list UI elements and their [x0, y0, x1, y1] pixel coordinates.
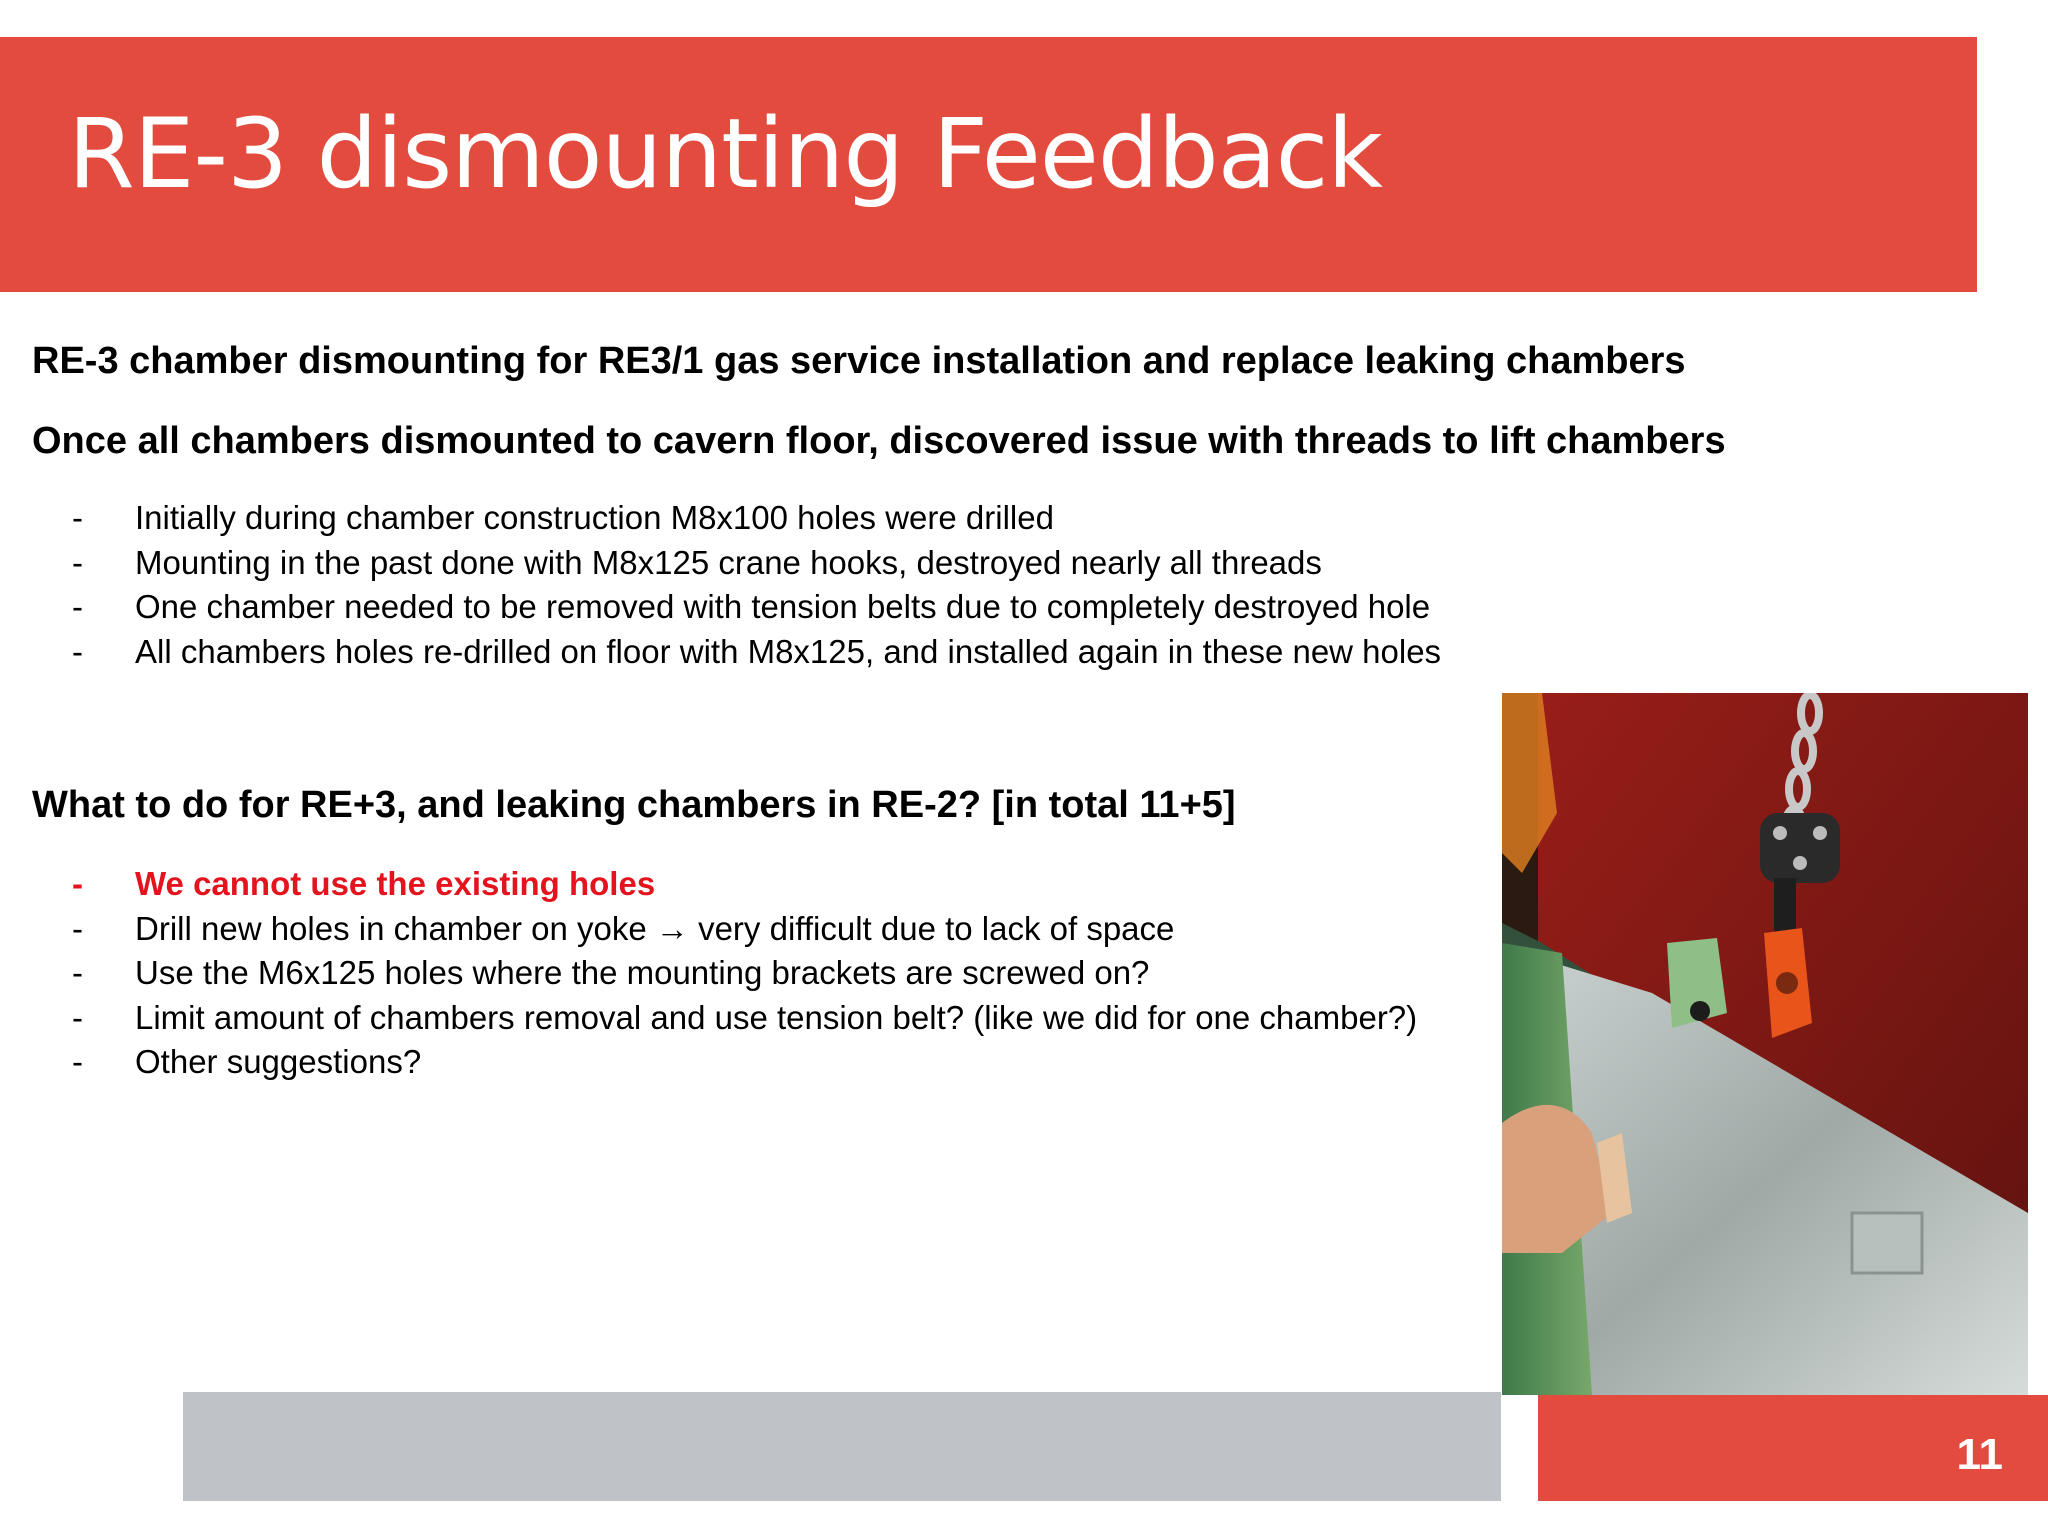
bullet-dash: -: [72, 865, 83, 902]
list-item: [32, 585, 1441, 630]
bullet-dash: -: [72, 1043, 83, 1080]
chamber-photo: [1502, 693, 2028, 1395]
bullet-dash: -: [72, 543, 83, 581]
bullet-dash: -: [72, 954, 83, 991]
list-item-highlight: [32, 862, 1417, 907]
list-item-text: All chambers holes re-drilled on floor with M8x125, and installed again in these new holes: [135, 632, 1442, 670]
list-item: [32, 630, 1441, 675]
list-item: [32, 541, 1441, 586]
slide-title: RE-3 dismounting Feedback: [68, 98, 1382, 210]
list-item-text: Use the M6x125 holes where the mounting brackets are screwed on?: [135, 954, 1150, 991]
list-item-text: Limit amount of chambers removal and use tension belt? (like we did for one chamber?): [135, 998, 1418, 1036]
list-item: [32, 996, 1417, 1041]
list-item: [32, 1040, 1417, 1085]
list-item-text: We cannot use the existing holes: [135, 865, 656, 902]
list-item-text: Mounting in the past done with M8x125 crane hooks, destroyed nearly all threads: [135, 543, 1322, 581]
bullet-dash: -: [72, 499, 83, 536]
bullet-dash: -: [72, 632, 83, 670]
footer-gray-bar: [183, 1392, 1501, 1501]
options-list: [32, 862, 1417, 1085]
list-item: [32, 907, 1417, 952]
list-item: [32, 496, 1441, 541]
chamber-photo-illustration: [1502, 693, 2028, 1395]
thread-issue-list: [32, 496, 1441, 674]
heading-dismounting: RE-3 chamber dismounting for RE3/1 gas service installation and replace leaking chambers: [32, 340, 1686, 382]
heading-thread-issue: Once all chambers dismounted to cavern floor, discovered issue with threads to lift chambers: [32, 420, 1726, 462]
list-item-text: Other suggestions?: [135, 1043, 422, 1080]
list-item-text: Initially during chamber construction M8x100 holes were drilled: [135, 499, 1054, 536]
bullet-dash: -: [72, 588, 83, 625]
list-item-text: One chamber needed to be removed with tension belts due to completely destroyed hole: [135, 588, 1431, 625]
heading-what-to-do: What to do for RE+3, and leaking chambers in RE-2? [in total 11+5]: [32, 784, 1236, 826]
bullet-dash: -: [72, 998, 83, 1036]
page-number: 11: [1956, 1430, 2003, 1479]
bullet-dash: -: [72, 909, 83, 947]
list-item: [32, 951, 1417, 996]
list-item-text: Drill new holes in chamber on yoke → very difficult due to lack of space: [135, 909, 1175, 947]
